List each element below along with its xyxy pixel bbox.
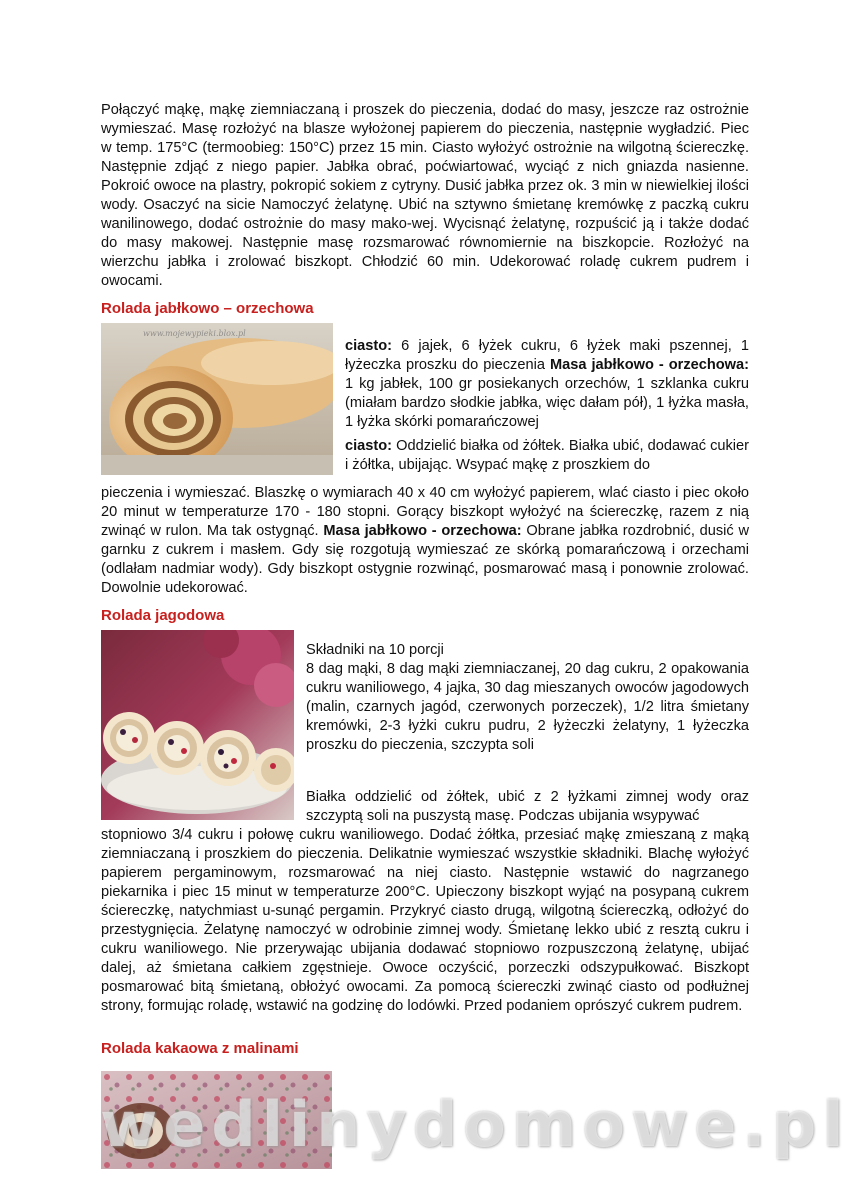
recipe2-prep-bottom: stopniowo 3/4 cukru i połowę cukru waniliowego. Dodać żółtka, przesiać mąkę zmieszaną z mąką ziemniaczaną i proszkiem do pieczenia. Delikatnie wymieszać wszystkie składniki. Blachę wyłożyć papierem pergaminowym, rozsmarować na niej ciasto. Następnie wstawić do nagrzanego piekarnika i piec 15 minut w temperaturze 200°C. Upieczony biszkopt wyjąć na posypaną cukrem ściereczkę, natychmiast u-sunąć pergamin. Przykryć ciasto drugą, wilgotną ściereczką, odłożyć do przestygnięcia. Żelatynę namoczyć w odrobinie zimnej wody. Śmietanę lekko ubić z resztą cukru i cukru waniliowego. Nie przerywając ubijania dodawać stopniowo rozpuszczoną żelatynę, ubijać dalej, aż śmietana całkiem zgęstnieje. Owoce oczyścić, porzeczki odszypułkować. Biszkopt posmarować bitą śmietaną, obłożyć owocami. Za pomocą ściereczki zwinąć ciasto od podłużnej strony, formując roladę, wstawić na godzinę do lodówki. Przed podaniem oprószyć cukrem pudrem. [101,827,749,1014]
prep-label-apple-nut: Masa jabłkowo - orzechowa: [323,523,522,539]
recipe-title-rolada-kakaowa: Rolada kakaowa z malinami [101,1040,299,1057]
intro-paragraph: Połączyć mąkę, mąkę ziemniaczaną i proszek do pieczenia, dodać do masy, jeszcze raz ostrożnie wymieszać. Masę rozłożyć na blasze wyłożonej papierem do pieczenia, następnie wygładzić. Piec w temp. 175°C (termoobieg: 150°C) przez 15 min. Ciasto wyłożyć ostrożnie na wilgotną ściereczkę. Następnie zdjąć z niego papier. Jabłka obrać, poćwiartować, wyciąć z nich gniazda nasienne. Pokroić owoce na plastry, pokropić sokiem z cytryny. Dusić jabłka przez ok. 3 min w niewielkiej ilości wody. Osaczyć na sicie Namoczyć żelatynę. Ubić na sztywno śmietanę kremówkę z paczką cukru wanilinowego, dodać ostrożnie do masy mako-wej. Wycisnąć żelatynę, rozpuścić ją i także dodać do masy makowej. Następnie masę rozsmarować równomiernie na biszkopcie. Rozłożyć na wierzchu jabłka i zrolować biszkopt. Chłodzić 60 min. Udekorować roladę cukrem pudrem i owocami. [101,102,749,289]
photo-watermark-text: www.mojewypieki.blox.pl [143,329,246,338]
recipe1-prep-bottom [101,484,749,598]
prep-label-dough: ciasto: [345,438,393,454]
recipe1-prep-top [345,437,749,475]
ingredients-label-apple-nut: Masa jabłkowo - orzechowa: [549,357,750,373]
photo-berry-roll [101,630,294,820]
recipe2-ingredients: 8 dag mąki, 8 dag mąki ziemniaczanej, 20 dag cukru, 2 opakowania cukru waniliowego, 4 jajka, 30 dag mieszanych owoców jagodowych (malin, czarnych jagód, czerwonych porzeczek), 1/2 litra śmietany kremówki, 2-3 łyżki cukru pudru, 2 łyżeczki żelatyny, 1 łyżeczka proszku do pieczenia, szczypta soli [306,661,749,753]
recipe-title-rolada-jablkowo: Rolada jabłkowo – orzechowa [101,300,314,317]
recipe2-prep-top: Białka oddzielić od żółtek, ubić z 2 łyżkami zimnej wody oraz szczyptą soli na puszystą masę. Podczas ubijania wsypywać [306,789,749,824]
ingredients-label-dough: ciasto: [345,338,393,354]
prep-apple-nut-text: Obrane jabłka rozdrobnić, dusić w garnku z cukrem i masłem. Gdy się rozgotują wymieszać ze skórką pomarańczową i orzechami (odlałam nadmiar wody). Gdy biszkopt ostygnie rozwinąć, posmarować masą i ponownie zrolować. Dowolnie udekorować. [101,523,750,596]
recipe2-servings: Składniki na 10 porcji [306,642,444,658]
site-watermark: wedlinydomowe.pl [100,1088,849,1161]
recipe1-ingredients [345,337,749,432]
prep-dough-continued: pieczenia i wymieszać. Blaszkę o wymiarach 40 x 40 cm wyłożyć papierem, wlać ciasto i piec około 20 minut w temperaturze 170 - 180 stopni. Gorący biszkopt wyłożyć na ściereczkę, razem z nią zwinąć w rulon. Ma tak ostygnąć. [101,485,749,539]
prep-dough-text: Oddzielić białka od żółtek. Białka ubić, dodawać cukier i żółtka, ubijając. Wsypać mąkę z proszkiem do [345,438,749,473]
ingredients-dough-text: 6 jajek, 6 łyżek cukru, 6 łyżek maki pszennej, 1 łyżeczka proszku do pieczenia [345,338,749,373]
photo-apple-nut-roll [101,323,333,475]
recipe-title-rolada-jagodowa: Rolada jagodowa [101,607,225,624]
ingredients-apple-nut-text: 1 kg jabłek, 100 gr posiekanych orzechów, 1 szklanka cukru (miałam bardzo słodkie jabłka, więc dałam pół), 1 łyżka masła, 1 łyżka skórki pomarańczowej [345,376,749,430]
